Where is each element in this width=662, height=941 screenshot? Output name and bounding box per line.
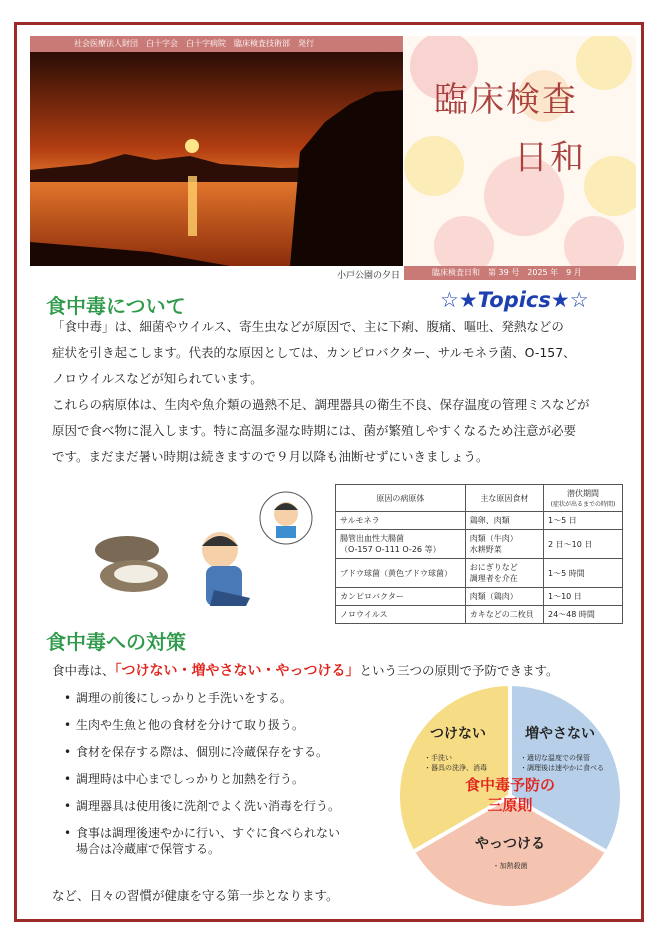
sector-item: ・器具の洗浄、消毒 [424, 764, 487, 772]
table-row [336, 588, 623, 606]
prevention-tips-list [62, 690, 392, 868]
para-line: 症状を引き起こします。代表的な原因としては、カンピロバクター、サルモネラ菌、O-157、 [52, 345, 576, 360]
intro-text: 食中毒は、 [52, 663, 115, 678]
photo-caption: 小戸公園の夕日 [336, 271, 400, 281]
sunset-photo [30, 52, 403, 266]
list-item: • 調理器具は使用後に洗剤でよく洗い消毒を行う。 [62, 798, 392, 814]
sector-item: ・調理後は速やかに食べる [520, 764, 604, 772]
table-cell: ブドウ球菌（黄色ブドウ球菌） [336, 559, 466, 588]
para-line: ノロウイルスなどが知られています。 [52, 371, 263, 386]
publisher-bar: 社会医療法人財団 白十字会 白十字病院 臨床検査技術部 発行 [30, 36, 403, 52]
three-principles-intro [52, 660, 559, 680]
oyster-illustration [92, 530, 172, 600]
center-label: 食中毒予防の [464, 776, 556, 794]
table-cell: ノロウイルス [336, 606, 466, 624]
title-box [404, 36, 636, 266]
list-item: • 食材を保存する際は、個別に冷蔵保存をする。 [62, 744, 392, 760]
issue-bar: 臨床検査日和 第 39 号 2025 年 9 月 [404, 266, 636, 280]
para-line: です。まだまだ暑い時期は続きますので９月以降も油断せずにいきましょう。 [52, 449, 489, 464]
table-header: 原因の病原体 [336, 485, 466, 512]
table-row [336, 530, 623, 559]
para-line: これらの病原体は、生肉や魚介類の過熱不足、調理器具の衛生不良、保存温度の管理ミスなどが [52, 397, 590, 412]
table-cell: おにぎりなど 調理者を介在 [465, 559, 543, 588]
table-cell: 腸管出血性大腸菌 （O-157 O-111 O-26 等） [336, 530, 466, 559]
table-cell: 肉類（牛肉） 水耕野菜 [465, 530, 543, 559]
sector-title: やっつける [475, 836, 545, 852]
list-item: • 生肉や生魚と他の食材を分けて取り扱う。 [62, 717, 392, 733]
section2-title: 食中毒への対策 [46, 630, 186, 654]
list-item: • 食事は調理後速やかに行い、すぐに食べられない 場合は冷蔵庫で保管する。 [62, 825, 392, 857]
table-row [336, 559, 623, 588]
newsletter-title-1: 臨床検査 [434, 80, 578, 120]
list-item: • 調理の前後にしっかりと手洗いをする。 [62, 690, 392, 706]
list-item: • 調理時は中心までしっかりと加熱を行う。 [62, 771, 392, 787]
table-cell: 1〜10 日 [543, 588, 622, 606]
table-cell: 1〜5 時間 [543, 559, 622, 588]
table-row [336, 512, 623, 530]
para-line: 「食中毒」は、細菌やウイルス、寄生虫などが原因で、主に下痢、腹痛、嘔吐、発熱などの [52, 319, 564, 334]
intro-text: という三つの原則で予防できます。 [359, 663, 559, 678]
pathogen-table [335, 484, 623, 624]
table-header-row [336, 485, 623, 512]
table-cell: 鶏卵、肉類 [465, 512, 543, 530]
sector-title: 増やさない [525, 726, 595, 742]
table-header: 潜伏期間 (症状が出るまでの時間) [543, 485, 622, 512]
table-cell: 24〜48 時間 [543, 606, 622, 624]
sector-item: ・加熱殺菌 [492, 862, 528, 870]
table-cell: 2 日〜10 日 [543, 530, 622, 559]
sick-person-illustration [190, 490, 320, 620]
para-line: 原因で食べ物に混入します。特に高温多湿な時期には、菌が繁殖しやすくなるため注意が必要 [52, 423, 577, 438]
sector-item: ・適切な温度での保管 [520, 754, 590, 762]
table-cell: 肉類（鶏肉） [465, 588, 543, 606]
closing-text: など、日々の習慣が健康を守る第一歩となります。 [52, 888, 339, 903]
section1-title: 食中毒について [46, 294, 186, 318]
table-row [336, 606, 623, 624]
center-label: 三原則 [487, 796, 533, 814]
section1-body [52, 314, 632, 470]
table-cell: カンピロバクター [336, 588, 466, 606]
table-cell: 1〜5 日 [543, 512, 622, 530]
table-cell: サルモネラ [336, 512, 466, 530]
sector-item: ・手洗い [424, 754, 452, 762]
topics-label: ☆★Topics★☆ [440, 288, 589, 312]
table-header: 主な原因食材 [465, 485, 543, 512]
three-principles-diagram [400, 686, 620, 906]
sector-title: つけない [430, 726, 486, 742]
table-cell: カキなどの二枚貝 [465, 606, 543, 624]
newsletter-title-2: 日和 [514, 138, 586, 178]
intro-highlight: 「つけない・増やさない・やっつける」 [114, 663, 360, 679]
